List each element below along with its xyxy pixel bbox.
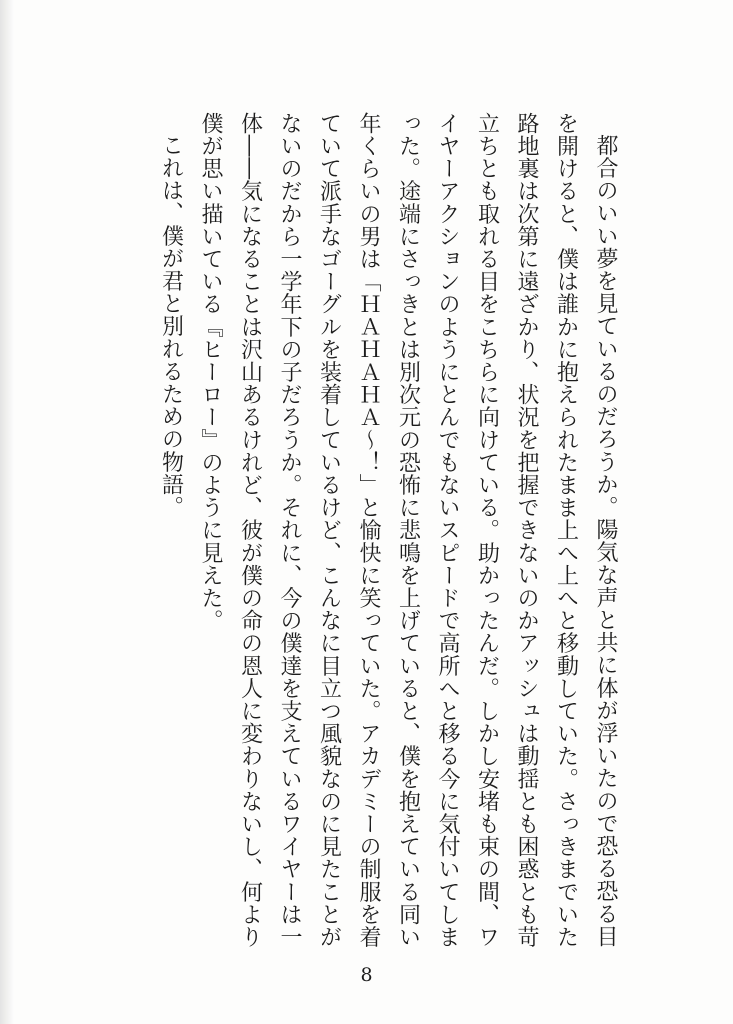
paragraph-main: 都合のいい夢を見ているのだろうか。陽気な声と共に体が浮いたので恐る恐る目を開けると、僕は誰かに抱えられたまま上へ上へと移動していた。さっきまでいた路地裏は次第に遠ざかり、状況を把握できないのかアッシュは動揺とも困惑とも苛立ちとも取れる目をこちらに向けている。助かったんだ。しかし安堵も束の間、ワイヤーアクションのようにとんでもないスピードで高所へと移る今に気付いてしまった。途端にさっきとは別次元の恐怖に悲鳴を上げていると、僕を抱えている同い年くらいの男は「ＨＡＨＡＨＡ～！」と愉快に笑っていた。アカデミーの制服を着ていて派手なゴーグルを装着しているけど、こんなに目立つ風貌なのに見たことがないのだから一学年下の子だろうか。それに、今の僕達を支えているワイヤーは一体――気になることは沢山あるけれど、彼が僕の命の恩人に変わりないし、何より僕が思い描いている『ヒーロー』のように見えた。 <box>198 112 618 949</box>
page-number: 8 <box>360 964 373 986</box>
page-edge-shadow <box>0 0 14 1024</box>
paragraph-closing: これは、僕が君と別れるための物語。 <box>158 134 184 519</box>
vertical-text-body <box>151 112 625 962</box>
